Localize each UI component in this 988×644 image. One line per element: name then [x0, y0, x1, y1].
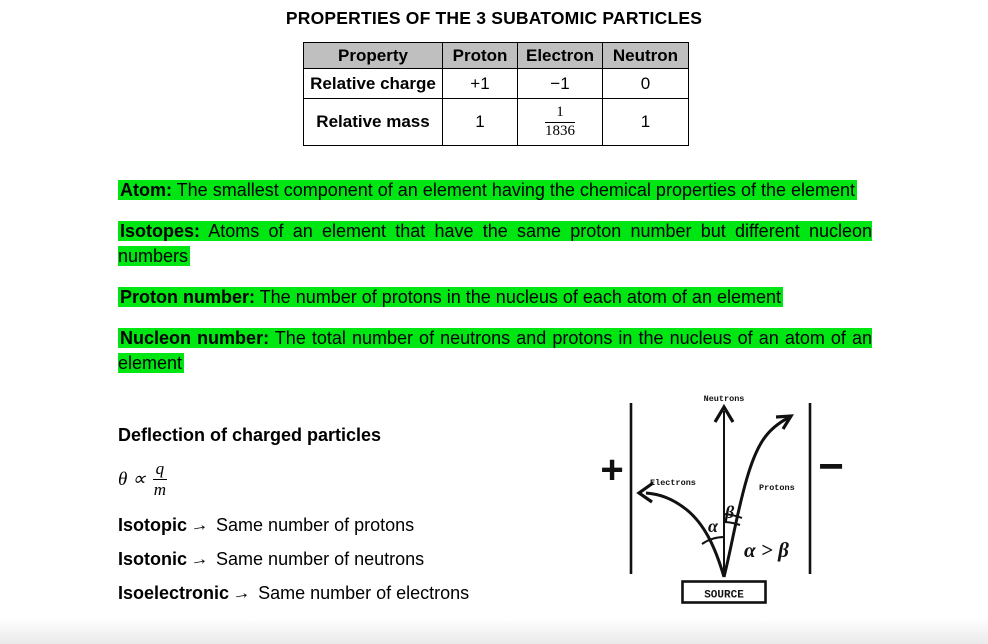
electron-mass-fraction: $\frac{1}{1836}$ [545, 103, 575, 139]
right-arrow-icon: → [188, 513, 210, 537]
right-arrow-icon: → [188, 547, 210, 571]
header-electron: Electron [518, 43, 603, 69]
minus-sign: − [818, 442, 844, 491]
table-row [304, 69, 689, 99]
charge-neutron-value: 0 [603, 69, 689, 99]
mass-row-label: Relative mass [304, 99, 443, 146]
mass-electron-value [518, 99, 603, 146]
protons-label: Protons [759, 483, 795, 493]
right-arrow-icon: → [230, 581, 252, 605]
page-bottom-fade [0, 618, 988, 644]
isoelectronic-definition: Isoelectronic→ Same number of electrons [118, 581, 470, 605]
beta-angle-arc [724, 522, 740, 525]
neutrons-label: Neutrons [703, 394, 745, 404]
isotopic-definition: Isotopic→ Same number of protons [118, 513, 415, 537]
plus-sign: + [600, 448, 624, 492]
header-property: Property [304, 43, 443, 69]
formula-fraction: $\frac{q}{m}$ [153, 458, 167, 499]
deflection-formula [118, 456, 598, 502]
isotonic-definition: Isotonic→ Same number of neutrons [118, 547, 425, 571]
definition-term: Nucleon number: [120, 328, 270, 348]
definition-body: The smallest component of an element having the chemical properties of the element [172, 180, 856, 200]
alpha-angle-label: α [708, 516, 718, 536]
definition-body: The number of protons in the nucleus of each atom of an element [255, 287, 781, 307]
table-header-row [304, 43, 689, 69]
definition-term: Isotopes: [120, 221, 201, 241]
beta-angle-label: β [725, 502, 735, 522]
definition-term: Proton number: [120, 287, 255, 307]
electrons-label: Electrons [650, 478, 696, 488]
definition-isotopes [118, 219, 872, 269]
charge-electron-value: −1 [518, 69, 603, 99]
highlighted-text [118, 328, 872, 373]
formula-lhs: θ ∝ [118, 468, 146, 490]
definitions-section [118, 178, 872, 392]
mass-neutron-value: 1 [603, 99, 689, 146]
definition-nucleon-number [118, 326, 872, 376]
definition-proton-number [118, 285, 872, 310]
header-proton: Proton [443, 43, 518, 69]
definition-atom [118, 178, 872, 203]
charge-row-label: Relative charge [304, 69, 443, 99]
definition-body: Atoms of an element that have the same proton number but different nucleon numbers [118, 221, 872, 266]
table-row [304, 99, 689, 146]
definition-term: Atom: [120, 180, 172, 200]
subatomic-particles-table [303, 42, 689, 146]
highlighted-text [118, 221, 872, 266]
deflection-heading: Deflection of charged particles [118, 425, 382, 445]
angle-inequality-label: α > β [744, 538, 789, 562]
page-title: PROPERTIES OF THE 3 SUBATOMIC PARTICLES [285, 8, 703, 28]
deflection-section [118, 425, 598, 604]
highlighted-text [118, 287, 783, 307]
deflection-diagram [595, 385, 887, 612]
source-label: SOURCE [704, 589, 744, 602]
definition-body: The total number of neutrons and protons in the nucleus of an atom of an element [118, 328, 872, 373]
highlighted-text [118, 180, 857, 200]
mass-proton-value: 1 [443, 99, 518, 146]
header-neutron: Neutron [603, 43, 689, 69]
charge-proton-value: +1 [443, 69, 518, 99]
alpha-angle-arc [702, 537, 724, 544]
